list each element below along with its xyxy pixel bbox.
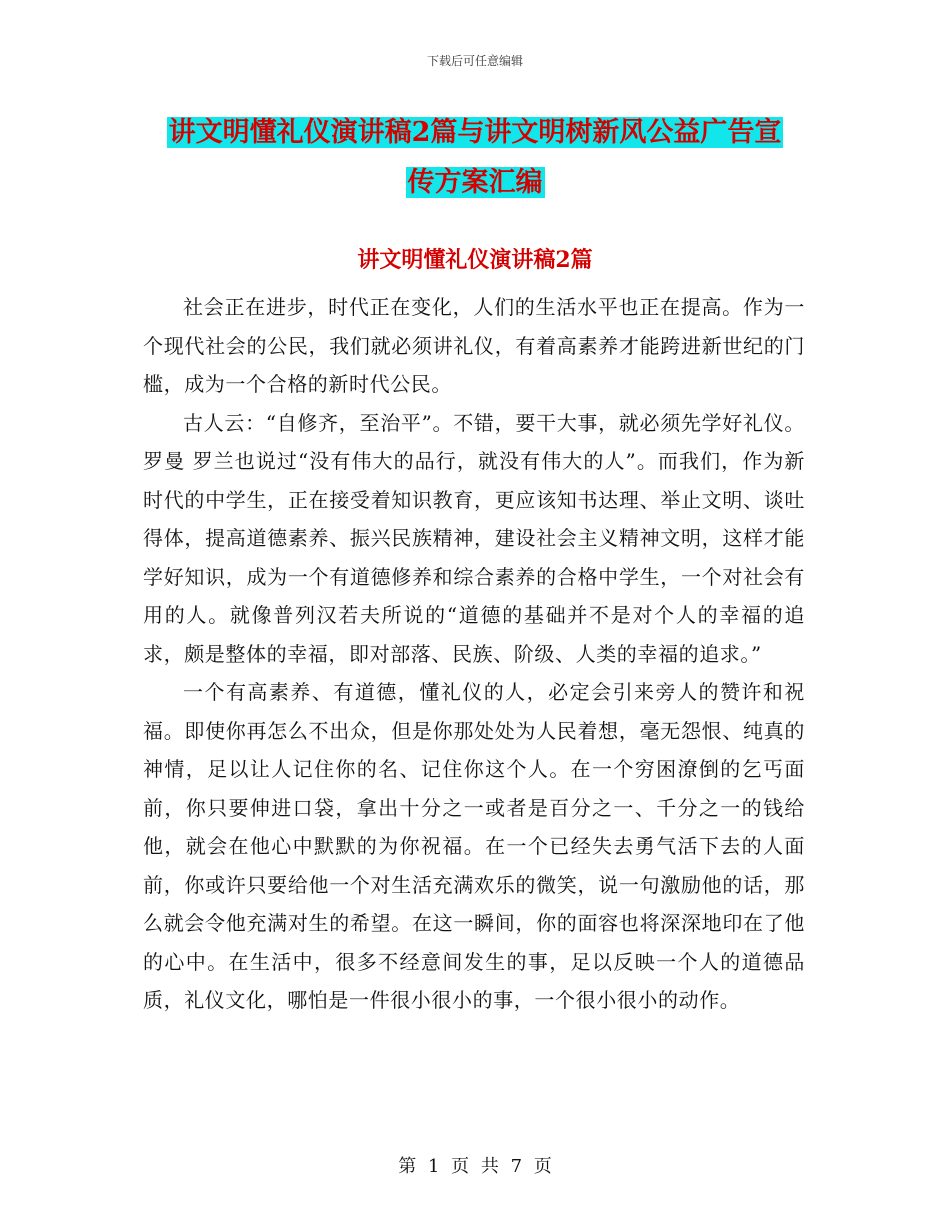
paragraph-2: 古人云：“自修齐，至治平”。不错，要干大事，就必须先学好礼仪。罗曼 罗兰也说过“没有伟大的品行，就没有伟大的人”。而我们，作为新时代的中学生，正在接受着知识教育，更应该知书达理、举止文明、谈吐得体，提高道德素养、振兴民族精神，建设社会主义精神文明，这样才能学好知识，成为一个有道德修养和综合素养的合格中学生，一个对社会有用的人。就像普列汉若夫所说的“道德的基础并不是对个人的幸福的追求，颇是整体的幸福，即对部落、民族、阶级、人类的幸福的追求。” [143, 410, 805, 666]
page-header-note: 下载后可任意编辑 [426, 54, 523, 68]
document-title-line-2: 传方案汇编 [407, 167, 543, 198]
paragraph-1: 社会正在进步，时代正在变化，人们的生活水平也正在提高。作为一个现代社会的公民，我们就必须讲礼仪，有着高素养才能跨进新世纪的门槛，成为一个合格的新时代公民。 [143, 295, 805, 396]
page-number: 第 1 页 共 7 页 [398, 1156, 552, 1177]
paragraph-3: 一个有高素养、有道德，懂礼仪的人，必定会引来旁人的赞许和祝福。即使你再怎么不出众，但是你那处处为人民着想，毫无怨恨、纯真的神情，足以让人记住你的名、记住你这个人。在一个穷困潦倒的乞丐面前，你只要伸进口袋，拿出十分之一或者是百分之一、千分之一的钱给他，就会在他心中默默的为你祝福。在一个已经失去勇气活下去的人面前，你或许只要给他一个对生活充满欢乐的微笑，说一句激励他的话，那么就会令他充满对生的希望。在这一瞬间，你的面容也将深深地印在了他的心中。在生活中，很多不经意间发生的事，足以反映一个人的道德品质，礼仪文化，哪怕是一件很小很小的事，一个很小很小的动作。 [143, 680, 805, 1012]
section-title: 讲文明懂礼仪演讲稿2篇 [357, 247, 593, 273]
document-title [120, 108, 830, 208]
body-text [143, 288, 805, 1020]
document-title-line-1: 讲文明懂礼仪演讲稿2篇与讲文明树新风公益广告宣 [168, 117, 782, 148]
